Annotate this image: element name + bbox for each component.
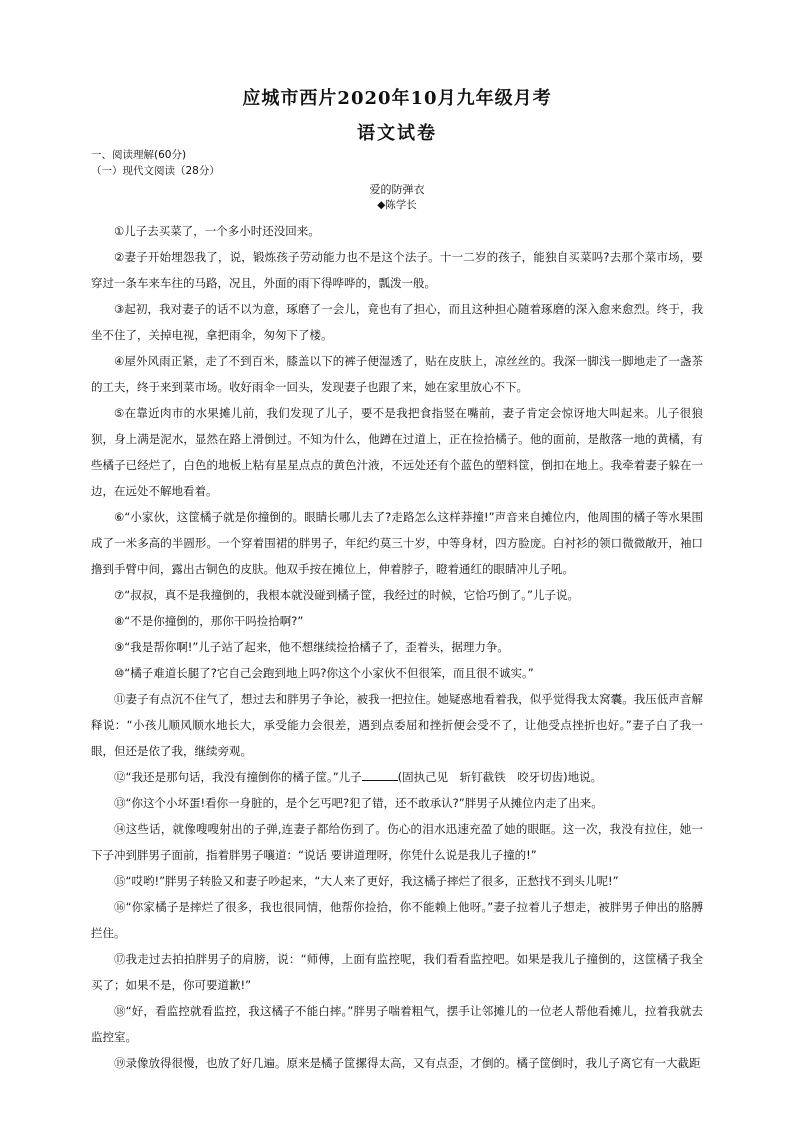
- paragraph-12-text: ⑫“我还是那句话，我没有撞倒你的橘子筐。”儿子: [114, 770, 362, 784]
- section-heading: 一、阅读理解(60分): [91, 149, 187, 161]
- exam-title: 应城市西片2020年10月九年级月考: [242, 88, 552, 109]
- subsection-heading: （一）现代文阅读（28分）: [91, 165, 220, 177]
- paragraph-3: ③起初，我对妻子的话不以为意，琢磨了一会儿，竟也有了担心，而且这种担心随着琢磨的深入愈来愈烈。终于，我坐不住了，关掉电视，拿把雨伞，匆匆下了楼。: [91, 302, 703, 342]
- paragraph-5: ⑤在靠近肉市的水果摊儿前，我们发现了儿子，要不是我把食指竖在嘴前，妻子肯定会惊讶地大叫起来。儿子很狼狈，身上满是泥水，显然在路上滑倒过。不知为什么，他蹲在过道上，正在捡拾橘子。他的面前，是散落一地的黄橘，有些橘子已经烂了，白色的地板上粘有星星点点的黄色汁液，不远处还有个蓝色的塑料筐，倒扣在地上。我牵着妻子躲在一边，在远处不解地看着。: [91, 406, 703, 498]
- paragraph-8: ⑧“不是你撞倒的，那你干吗捡拾啊?”: [114, 614, 304, 628]
- article-title: 爱的防弹衣: [369, 183, 425, 196]
- paragraph-2: ②妻子开始埋怨我了，说，锻炼孩子劳动能力也不是这个法子。十一二岁的孩子，能独自买菜吗?去那个菜市场，要穿过一条车来车往的马路，况且，外面的雨下得哗哗的，瓢泼一般。: [91, 250, 703, 290]
- paragraph-9: ⑨“我是帮你啊!”儿子站了起来，他不想继续捡拾橘子了，歪着头，据理力争。: [114, 640, 509, 654]
- paragraph-7: ⑦“叔叔，真不是我撞倒的，我根本就没碰到橘子筐，我经过的时候，它恰巧倒了。”儿子说。: [114, 588, 579, 602]
- paragraph-19: ⑲录像放得很慢，也放了好几遍。原来是橘子筐摞得太高，又有点歪，才倒的。橘子筐倒时，我儿子离它有一大截距: [114, 1056, 701, 1070]
- paragraph-6: ⑥“小家伙，这筐橘子就是你撞倒的。眼睛长哪儿去了?走路怎么这样莽撞!”声音来自摊位内，他周围的橘子等水果围成了一米多高的半圆形。一个穿着围裙的胖男子，年纪约莫三十岁，中等身材，四方脸庞。白衬衫的领口微微敞开，袖口撸到手臂中间，露出古铜色的皮肤。他双手按在摊位上，伸着脖子，瞪着通红的眼睛冲儿子吼。: [91, 510, 703, 576]
- paragraph-10: ⑩“橘子难道长腿了?它自己会跑到地上吗?你这个小家伙不但很笨，而且很不诚实。”: [114, 666, 534, 680]
- paragraph-12: [91, 764, 703, 790]
- paragraph-4: ④屋外风雨正紧，走了不到百米，膝盖以下的裤子便湿透了，贴在皮肤上，凉丝丝的。我深一脚浅一脚地走了一盏茶的工夫，终于来到菜市场。收好雨伞一回头，发现妻子也跟了来，她在家里放心不下。: [91, 354, 703, 394]
- paragraph-1: ①儿子去买菜了，一个多小时还没回来。: [114, 224, 320, 238]
- article-body: [91, 218, 703, 1076]
- paragraph-14: ⑭这些话，就像嗖嗖射出的子弹,连妻子都给伤到了。伤心的泪水迅速充盈了她的眼眶。这一次，我没有拉住，她一下子冲到胖男子面前，指着胖男子嚷道：“说话 要讲道理呀，你凭什么说是我儿子撞的!”: [91, 822, 703, 862]
- paragraph-13: ⑬“你这个小坏蛋!看你一身脏的，是个乞丐吧?犯了错，还不敢承认?”胖男子从摊位内走了出来。: [114, 796, 603, 810]
- article-author: ◆陈学长: [377, 199, 417, 211]
- fill-in-blank[interactable]: [362, 769, 398, 781]
- paragraph-11: ⑪妻子有点沉不住气了，想过去和胖男子争论，被我一把拉住。她疑惑地看着我，似乎觉得我太窝囊。我压低声音解释说：“小孩儿顺风顺水地长大，承受能力会很差，遇到点委屈和挫折便会受不了，让他受点挫折也好。”妻子白了我一眼，但还是依了我，继续旁观。: [91, 692, 703, 758]
- paragraph-15: ⑮“哎哟!”胖男子转脸又和妻子吵起来，“大人来了更好，我这橘子摔烂了很多，正愁找不到头儿呢!”: [114, 874, 619, 888]
- paragraph-18: ⑱“好，看监控就看监控，我这橘子不能白摔。”胖男子喘着粗气，摆手让邻摊儿的一位老人帮他看摊儿，拉着我就去监控室。: [91, 1004, 703, 1044]
- paragraph-16: ⑯“你家橘子是摔烂了很多，我也很同情，他帮你捡拾，你不能赖上他呀。”妻子拉着儿子想走，被胖男子伸出的胳膊拦住。: [91, 900, 703, 940]
- paragraph-12-options: (固执己见 斩钉截铁 咬牙切齿)地说。: [397, 770, 603, 784]
- exam-subtitle: 语文试卷: [357, 123, 437, 144]
- paragraph-17: ⑰我走过去拍拍胖男子的肩膀，说：“师傅，上面有监控呢，我们看看监控吧。如果是我儿子撞倒的，这筐橘子我全买了；如果不是，你可要道歉!”: [91, 952, 703, 992]
